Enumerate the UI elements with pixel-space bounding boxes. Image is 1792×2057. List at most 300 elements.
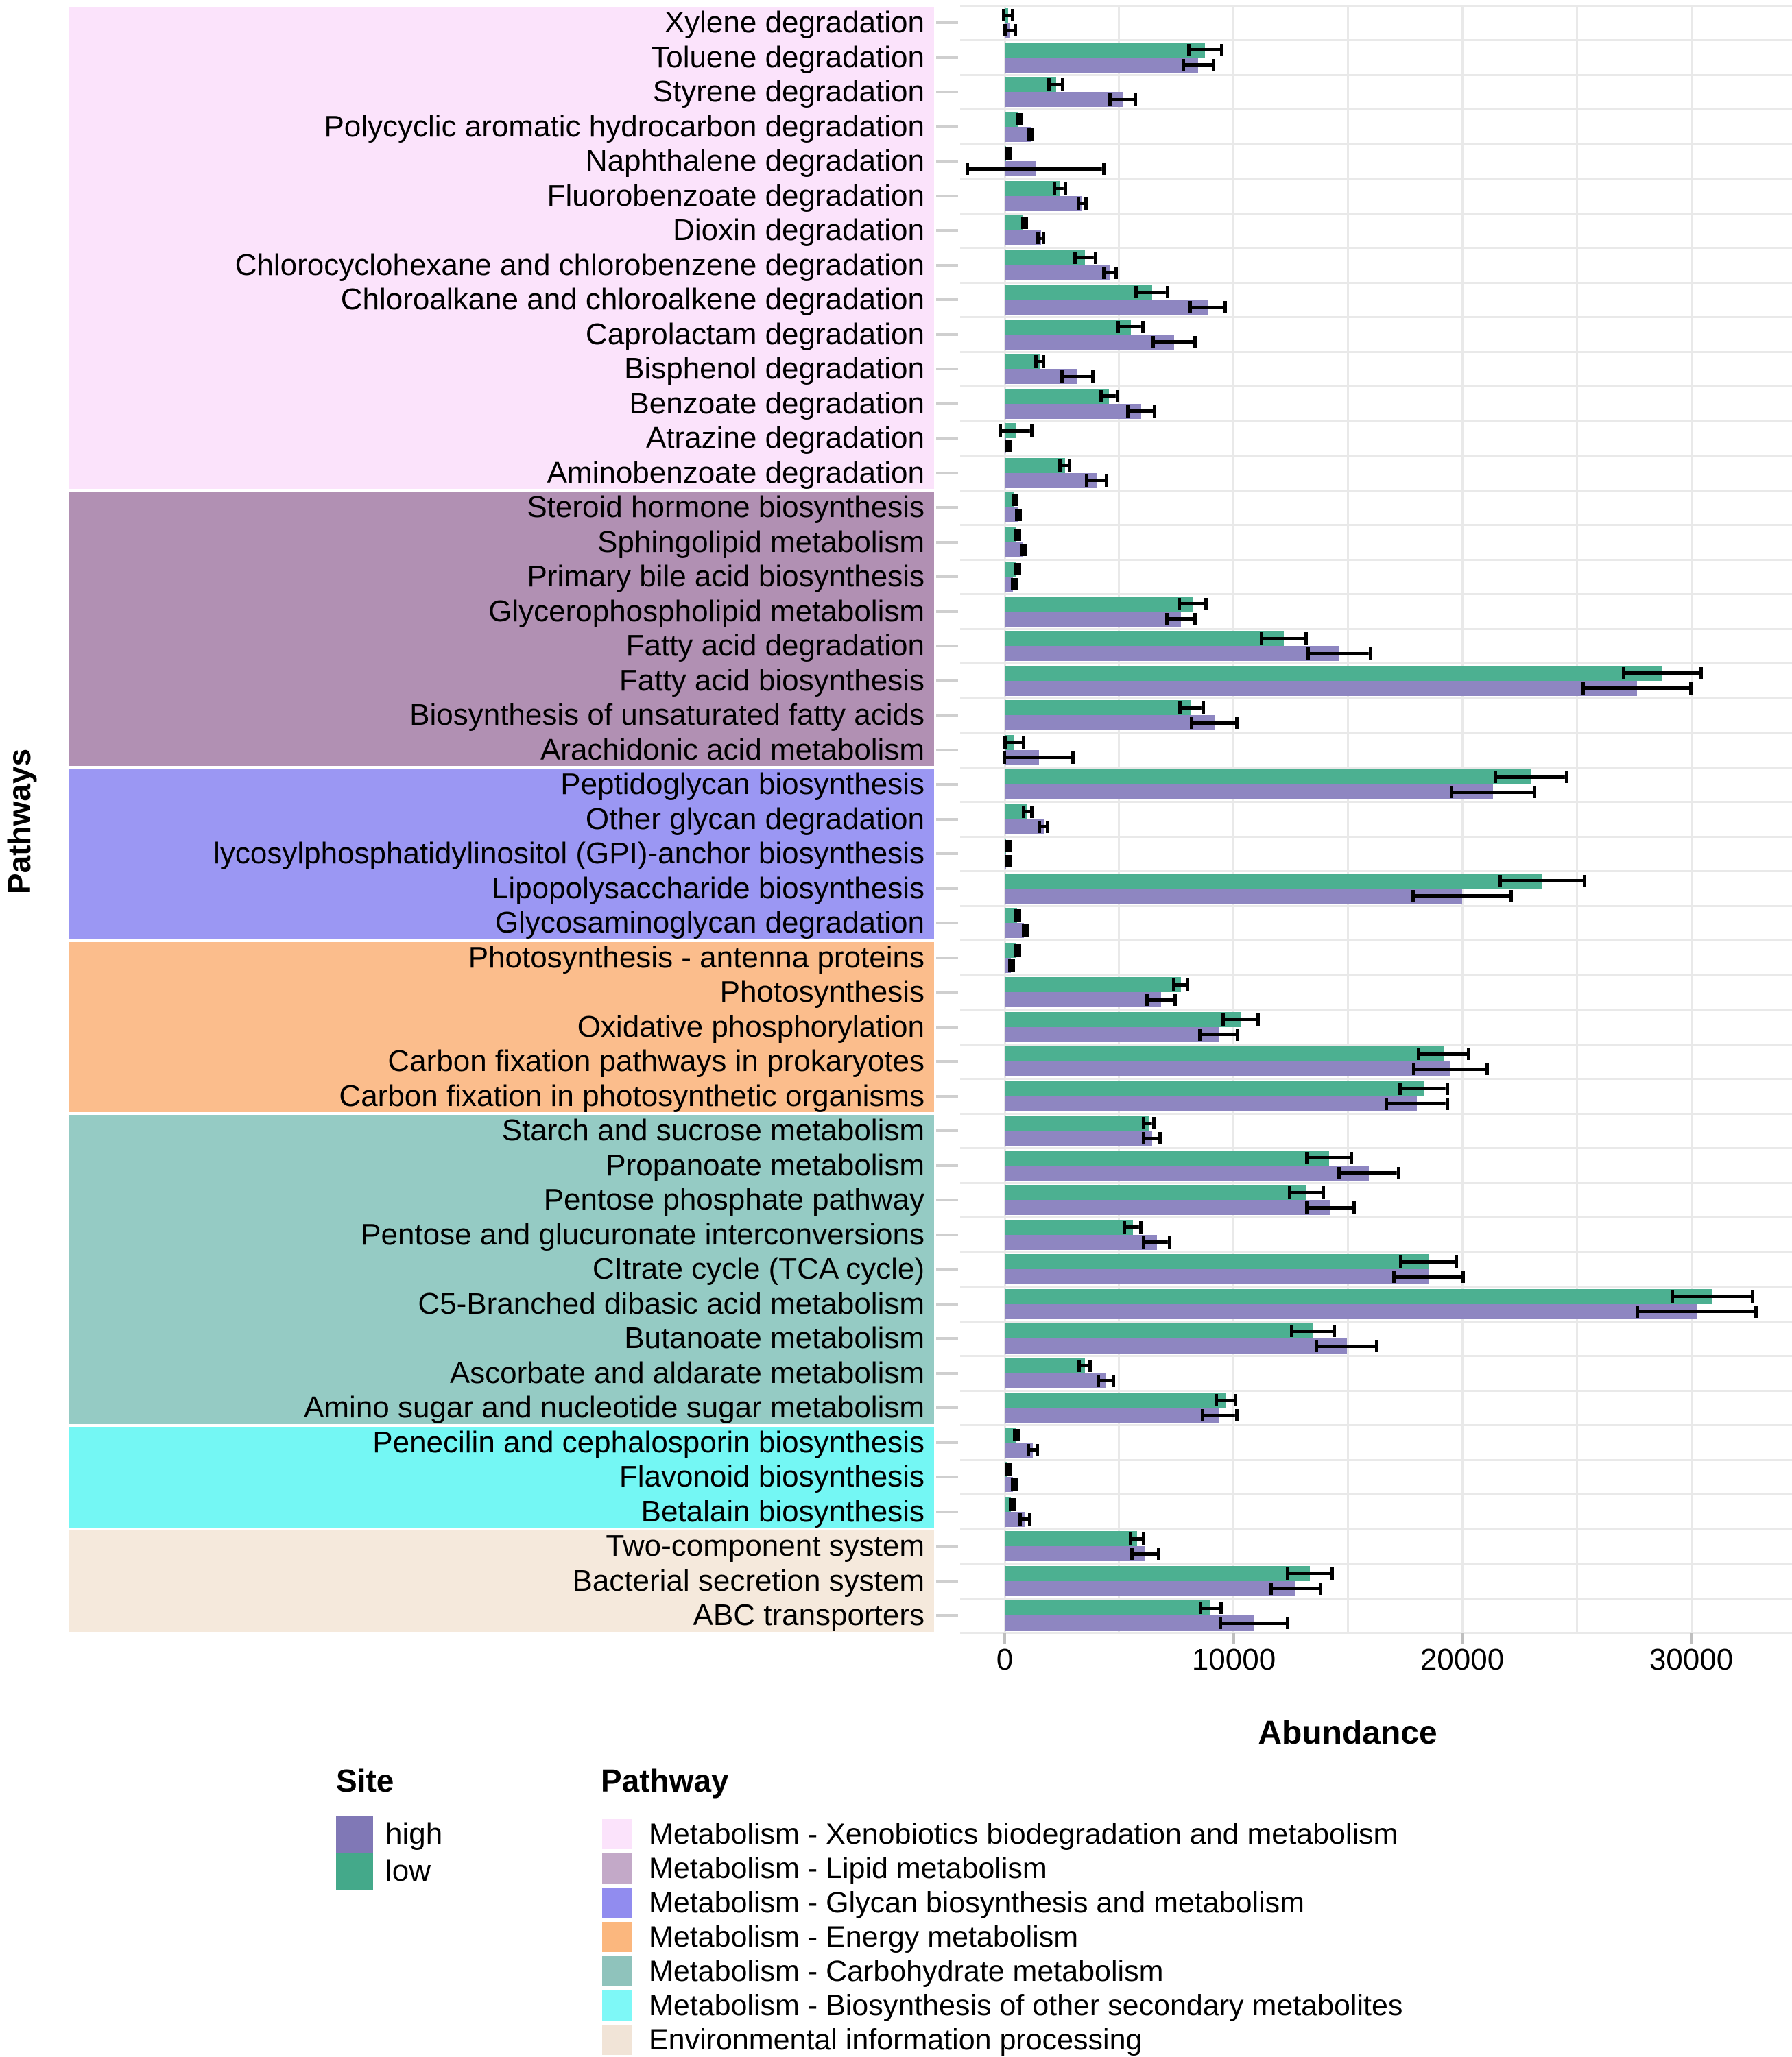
- bar-low: [1005, 700, 1191, 715]
- legend-swatch: [602, 1990, 632, 2021]
- site-legend: [336, 1816, 442, 1890]
- legend-item: [602, 1886, 1402, 1920]
- gridline-vertical: [1691, 5, 1693, 1633]
- y-axis-tick: [936, 21, 958, 24]
- error-bar-low: [1260, 632, 1308, 645]
- pathway-label: Styrene degradation: [652, 75, 924, 108]
- y-axis-tick: [936, 298, 958, 301]
- legend-swatch: [602, 1888, 632, 1918]
- gridline-horizontal: [960, 316, 1792, 318]
- bar-low: [1005, 181, 1060, 196]
- error-bar-high: [966, 163, 1106, 175]
- gridline-horizontal: [960, 905, 1792, 907]
- pathway-label: Benzoate degradation: [629, 386, 924, 420]
- bar-low: [1005, 597, 1193, 612]
- error-bar-high: [1060, 370, 1095, 383]
- error-bar-low: [1014, 529, 1021, 541]
- category-label-area: [69, 5, 934, 1633]
- y-axis-tick: [936, 1268, 958, 1271]
- gridline-horizontal: [960, 1113, 1792, 1115]
- bar-high: [1005, 646, 1339, 661]
- x-tick-label-30000: 30000: [1649, 1643, 1734, 1676]
- legend-swatch: [602, 2025, 632, 2055]
- error-bar-low: [1014, 909, 1021, 922]
- gridline-horizontal: [960, 593, 1792, 595]
- bar-low: [1005, 631, 1284, 646]
- legend-item-label: Metabolism - Xenobiotics biodegradation and metabolism: [649, 1817, 1398, 1851]
- x-axis-tick: [1232, 1633, 1235, 1644]
- y-axis-tick: [936, 1511, 958, 1513]
- error-bar-low: [1494, 771, 1568, 783]
- bar-high: [1005, 404, 1141, 419]
- legend-item: [602, 1920, 1402, 1954]
- gridline-horizontal: [960, 108, 1792, 110]
- pathway-label: Naphthalene degradation: [585, 144, 924, 178]
- y-axis-tick: [936, 1234, 958, 1236]
- bar-low: [1005, 1012, 1241, 1027]
- bar-high: [1005, 1581, 1295, 1596]
- bar-high: [1005, 1200, 1330, 1215]
- error-bar-high: [1201, 1409, 1239, 1421]
- gridline-horizontal: [960, 732, 1792, 734]
- pathway-label: Flavonoid biosynthesis: [619, 1460, 924, 1493]
- y-axis-tick: [936, 1095, 958, 1098]
- site-legend-title: Site: [336, 1763, 394, 1799]
- pathway-legend: [602, 1817, 1402, 2057]
- pathway-label: Betalain biosynthesis: [641, 1494, 924, 1528]
- error-bar-low: [1022, 806, 1034, 818]
- pathway-label: Glycosaminoglycan degradation: [494, 906, 924, 939]
- pathway-label: Peptidoglycan biosynthesis: [560, 767, 924, 801]
- error-bar-low: [1005, 840, 1012, 852]
- bar-high: [1005, 300, 1208, 315]
- gridline-horizontal: [960, 1528, 1792, 1530]
- bar-low: [1005, 1289, 1712, 1304]
- y-axis-tick: [936, 1580, 958, 1583]
- error-bar-high: [1411, 890, 1512, 902]
- gridline-horizontal: [960, 1147, 1792, 1149]
- bar-high: [1005, 265, 1110, 280]
- bar-high: [1005, 889, 1462, 904]
- bar-low: [1005, 1393, 1226, 1408]
- bar-high: [1005, 1061, 1450, 1076]
- x-axis-tick: [1690, 1633, 1693, 1644]
- bar-low: [1005, 769, 1531, 784]
- pathway-label: Xylene degradation: [664, 5, 924, 39]
- y-axis-tick: [936, 852, 958, 855]
- error-bar-high: [1005, 855, 1012, 867]
- bar-high: [1005, 335, 1174, 350]
- gridline-horizontal: [960, 939, 1792, 941]
- legend-item-label: low: [385, 1854, 431, 1888]
- bar-low: [1005, 1116, 1149, 1131]
- pathway-label: Carbon fixation pathways in prokaryotes: [387, 1044, 924, 1078]
- error-bar-high: [1190, 717, 1239, 729]
- pathway-label: Aminobenzoate degradation: [547, 455, 924, 490]
- error-bar-low: [1099, 390, 1119, 402]
- error-bar-high: [1392, 1271, 1466, 1283]
- x-axis-tick: [1003, 1633, 1006, 1644]
- error-bar-high: [1151, 336, 1197, 348]
- legend-item-label: Metabolism - Lipid metabolism: [649, 1851, 1047, 1885]
- gridline-horizontal: [960, 213, 1792, 215]
- error-bar-low: [1047, 78, 1064, 91]
- pathway-label: Carbon fixation in photosynthetic organisms: [339, 1079, 924, 1113]
- gridline-vertical: [1232, 5, 1234, 1633]
- error-bar-low: [1009, 1498, 1016, 1511]
- error-bar-low: [1014, 563, 1021, 575]
- gridline-horizontal: [960, 801, 1792, 803]
- legend-swatch: [602, 1922, 632, 1952]
- bar-high: [1005, 681, 1637, 696]
- gridline-horizontal: [960, 836, 1792, 838]
- gridline-horizontal: [960, 420, 1792, 422]
- pathway-label: Photosynthesis - antenna proteins: [468, 940, 924, 974]
- error-bar-low: [1003, 736, 1026, 749]
- legend-swatch: [336, 1816, 373, 1853]
- y-axis-tick: [936, 1060, 958, 1063]
- pathway-label: Sphingolipid metabolism: [597, 525, 924, 559]
- legend-item: [602, 1851, 1402, 1886]
- gridline-horizontal: [960, 767, 1792, 769]
- bar-high: [1005, 1269, 1429, 1284]
- pathway-label: Chlorocyclohexane and chlorobenzene degradation: [235, 248, 924, 282]
- error-bar-high: [1315, 1340, 1378, 1352]
- bar-low: [1005, 1566, 1310, 1581]
- bar-high: [1005, 1131, 1152, 1146]
- gridline-horizontal: [960, 1286, 1792, 1288]
- pathway-label: C5-Branched dibasic acid metabolism: [418, 1286, 924, 1321]
- gridline-vertical: [1461, 5, 1464, 1633]
- error-bar-low: [1498, 875, 1586, 887]
- gridline-horizontal: [960, 1459, 1792, 1461]
- y-axis-title: Pathways: [1, 748, 37, 895]
- error-bar-low: [1116, 321, 1145, 333]
- gridline-horizontal: [960, 1044, 1792, 1046]
- bar-low: [1005, 1600, 1210, 1615]
- gridline-horizontal: [960, 1321, 1792, 1323]
- bar-high: [1005, 1166, 1369, 1181]
- gridline-horizontal: [960, 178, 1792, 180]
- legend-item: [602, 1954, 1402, 1988]
- y-axis-tick: [936, 610, 958, 613]
- error-bar-high: [1038, 821, 1049, 833]
- error-bar-high: [1022, 924, 1029, 937]
- y-axis-tick: [936, 887, 958, 890]
- legend-item-label: Environmental information processing: [649, 2023, 1143, 2056]
- error-bar-high: [1018, 1513, 1031, 1526]
- y-axis-tick: [936, 957, 958, 959]
- gridline-horizontal: [960, 1424, 1792, 1426]
- pathway-label: Atrazine degradation: [645, 421, 924, 455]
- gridline-horizontal: [960, 1216, 1792, 1218]
- error-bar-high: [1306, 647, 1372, 660]
- y-axis-tick: [936, 1545, 958, 1548]
- error-bar-low: [1622, 667, 1703, 679]
- pathway-label: lycosylphosphatidylinositol (GPI)-anchor biosynthesis: [213, 837, 924, 870]
- bar-high: [1005, 1338, 1347, 1354]
- gridline-horizontal: [960, 1632, 1792, 1634]
- bar-high: [1005, 784, 1493, 799]
- error-bar-high: [1188, 301, 1227, 313]
- y-axis-tick: [936, 541, 958, 544]
- y-axis-tick: [936, 645, 958, 647]
- y-axis-tick: [936, 1164, 958, 1167]
- pathway-label: Dioxin degradation: [673, 213, 924, 247]
- error-bar-low: [1187, 44, 1223, 56]
- error-bar-low: [1002, 9, 1015, 21]
- error-bar-high: [1003, 24, 1017, 36]
- gridline-vertical: [1118, 5, 1120, 1633]
- pathway-label: Caprolactam degradation: [585, 317, 924, 351]
- error-bar-low: [1021, 217, 1028, 229]
- error-bar-low: [1288, 1186, 1326, 1199]
- bar-high: [1005, 92, 1123, 107]
- error-bar-high: [1077, 197, 1088, 210]
- pathway-label: ABC transporters: [693, 1598, 924, 1632]
- error-bar-high: [1003, 751, 1075, 764]
- gridline-horizontal: [960, 1563, 1792, 1565]
- gridline-horizontal: [960, 1355, 1792, 1357]
- error-bar-low: [1014, 944, 1021, 957]
- y-axis-tick: [936, 783, 958, 786]
- y-axis-tick: [936, 1406, 958, 1409]
- gridline-horizontal: [960, 1493, 1792, 1495]
- error-bar-high: [1165, 613, 1197, 625]
- legend-swatch: [336, 1853, 373, 1890]
- gridline-horizontal: [960, 1078, 1792, 1080]
- error-bar-high: [1337, 1167, 1400, 1179]
- y-axis-tick: [936, 714, 958, 717]
- pathway-label: Biosynthesis of unsaturated fatty acids: [409, 698, 924, 732]
- error-bar-low: [1077, 1360, 1092, 1372]
- error-bar-high: [1305, 1201, 1356, 1214]
- pathway-label: Oxidative phosphorylation: [577, 1009, 924, 1044]
- pathway-label: Pentose and glucuronate interconversions: [361, 1217, 924, 1251]
- error-bar-low: [1134, 286, 1169, 298]
- error-bar-high: [1198, 1028, 1239, 1041]
- gridline-horizontal: [960, 628, 1792, 630]
- error-bar-high: [1020, 544, 1027, 556]
- bar-high: [1005, 715, 1215, 730]
- gridline-horizontal: [960, 974, 1792, 976]
- error-bar-low: [1398, 1083, 1448, 1095]
- gridline-horizontal: [960, 559, 1792, 561]
- pathway-label: Lipopolysaccharide biosynthesis: [491, 871, 924, 905]
- pathway-label: Arachidonic acid metabolism: [540, 732, 924, 767]
- error-bar-low: [1123, 1221, 1143, 1234]
- error-bar-high: [1097, 1375, 1115, 1387]
- legend-swatch: [602, 1956, 632, 1986]
- y-axis-tick: [936, 264, 958, 267]
- gridline-horizontal: [960, 455, 1792, 457]
- legend-item-label: Metabolism - Carbohydrate metabolism: [649, 1954, 1164, 1988]
- plot-panel: [960, 5, 1792, 1633]
- error-bar-high: [1108, 93, 1137, 106]
- pathway-label: Polycyclic aromatic hydrocarbon degradation: [324, 109, 924, 143]
- y-axis-tick: [936, 1337, 958, 1340]
- pathway-label: Fluorobenzoate degradation: [547, 178, 924, 213]
- y-axis-tick: [936, 368, 958, 370]
- error-bar-high: [1219, 1617, 1289, 1629]
- error-bar-low: [1129, 1532, 1146, 1545]
- error-bar-low: [1005, 147, 1012, 160]
- bar-low: [1005, 1081, 1424, 1096]
- y-axis-tick: [936, 679, 958, 682]
- error-bar-high: [1269, 1583, 1322, 1595]
- y-axis-tick: [936, 333, 958, 336]
- gridline-horizontal: [960, 143, 1792, 145]
- y-axis-tick: [936, 506, 958, 509]
- legend-item-label: Metabolism - Biosynthesis of other secondary metabolites: [649, 1988, 1403, 2022]
- error-bar-low: [1286, 1567, 1334, 1580]
- error-bar-low: [1012, 494, 1018, 506]
- error-bar-high: [1581, 682, 1693, 695]
- gridline-horizontal: [960, 490, 1792, 492]
- gridline-horizontal: [960, 282, 1792, 284]
- pathway-legend-title: Pathway: [601, 1763, 729, 1799]
- gridline-horizontal: [960, 1009, 1792, 1011]
- gridline-vertical: [1347, 5, 1349, 1633]
- bar-low: [1005, 389, 1109, 404]
- legend-swatch: [602, 1819, 632, 1849]
- pathway-label: Starch and sucrose metabolism: [501, 1114, 924, 1147]
- gridline-horizontal: [960, 247, 1792, 249]
- gridline-horizontal: [960, 351, 1792, 353]
- bar-high: [1005, 1027, 1219, 1042]
- legend-item: [602, 2023, 1402, 2057]
- bar-high: [1005, 1096, 1417, 1111]
- y-axis-tick: [936, 91, 958, 93]
- y-axis-tick: [936, 749, 958, 751]
- pathway-label: Bisphenol degradation: [624, 352, 924, 385]
- y-axis-tick: [936, 1129, 958, 1132]
- bar-low: [1005, 285, 1152, 300]
- legend-item: [336, 1816, 442, 1853]
- bar-low: [1005, 666, 1662, 681]
- bar-high: [1005, 612, 1181, 627]
- pathway-label: Fatty acid biosynthesis: [619, 663, 924, 697]
- error-bar-low: [1199, 1602, 1223, 1614]
- pathway-label: Chloroalkane and chloroalkene degradation: [340, 282, 924, 316]
- bar-low: [1005, 458, 1065, 473]
- error-bar-high: [1005, 440, 1012, 452]
- pathway-label: Bacterial secretion system: [572, 1563, 924, 1598]
- error-bar-high: [1636, 1306, 1758, 1318]
- legend-swatch: [602, 1853, 632, 1884]
- bar-low: [1005, 1046, 1444, 1061]
- error-bar-high: [1102, 267, 1118, 279]
- x-tick-label-20000: 20000: [1420, 1643, 1505, 1676]
- y-axis-tick: [936, 1303, 958, 1306]
- bar-high: [1005, 1304, 1697, 1319]
- gridline-horizontal: [960, 697, 1792, 699]
- y-axis-tick: [936, 437, 958, 440]
- error-bar-high: [1182, 59, 1215, 71]
- y-axis-tick: [936, 56, 958, 59]
- error-bar-low: [1053, 182, 1067, 195]
- pathway-label: Ascorbate and aldarate metabolism: [449, 1356, 924, 1390]
- gridline-horizontal: [960, 74, 1792, 76]
- error-bar-low: [1178, 598, 1208, 610]
- error-bar-high: [1027, 1444, 1039, 1456]
- pathway-label: CItrate cycle (TCA cycle): [592, 1252, 924, 1286]
- bar-low: [1005, 1220, 1133, 1235]
- legend-item: [602, 1817, 1402, 1851]
- error-bar-low: [1016, 113, 1023, 125]
- gridline-horizontal: [960, 385, 1792, 387]
- bar-high: [1005, 196, 1082, 211]
- bar-low: [1005, 1254, 1429, 1269]
- legend-item-label: Metabolism - Glycan biosynthesis and metabolism: [649, 1886, 1304, 1919]
- gridline-horizontal: [960, 1598, 1792, 1600]
- y-axis-tick: [936, 1441, 958, 1444]
- bar-high: [1005, 473, 1097, 488]
- x-tick-label-10000: 10000: [1191, 1643, 1276, 1676]
- y-axis-tick: [936, 125, 958, 128]
- y-axis-tick: [936, 1026, 958, 1028]
- gridline-horizontal: [960, 1251, 1792, 1253]
- bar-high: [1005, 1615, 1254, 1631]
- pathway-label: Penecilin and cephalosporin biosynthesis: [372, 1425, 924, 1459]
- bar-high: [1005, 230, 1041, 245]
- error-bar-low: [1005, 1463, 1012, 1476]
- gridline-horizontal: [960, 5, 1792, 7]
- error-bar-low: [1221, 1013, 1260, 1026]
- y-axis-tick: [936, 1614, 958, 1617]
- gridline-horizontal: [960, 1182, 1792, 1184]
- pathway-label: Two-component system: [606, 1529, 924, 1563]
- y-axis-tick: [936, 818, 958, 821]
- pathway-label: Fatty acid degradation: [625, 629, 924, 662]
- x-tick-label-0: 0: [996, 1643, 1014, 1676]
- bar-low: [1005, 1358, 1085, 1373]
- error-bar-low: [1142, 1117, 1155, 1129]
- pathway-label: Propanoate metabolism: [606, 1148, 924, 1182]
- error-bar-low: [1172, 978, 1189, 991]
- error-bar-low: [1058, 459, 1071, 472]
- error-bar-low: [999, 424, 1034, 437]
- error-bar-high: [1130, 1548, 1160, 1560]
- bar-high: [1005, 1546, 1145, 1561]
- error-bar-low: [1417, 1048, 1470, 1060]
- y-axis-tick: [936, 991, 958, 994]
- bar-low: [1005, 43, 1205, 58]
- error-bar-high: [1142, 1236, 1171, 1249]
- bar-high: [1005, 1373, 1106, 1388]
- bar-low: [1005, 1531, 1137, 1546]
- legend-item-label: high: [385, 1817, 443, 1851]
- pathway-label: Photosynthesis: [719, 975, 924, 1009]
- error-bar-high: [1385, 1098, 1448, 1110]
- x-axis-tick: [1461, 1633, 1464, 1644]
- error-bar-high: [1011, 1478, 1018, 1491]
- y-axis-tick: [936, 229, 958, 232]
- pathway-label: Pentose phosphate pathway: [543, 1183, 924, 1216]
- error-bar-high: [1450, 786, 1536, 798]
- bar-low: [1005, 1323, 1313, 1338]
- bar-high: [1005, 1235, 1157, 1250]
- pathway-label: Primary bile acid biosynthesis: [527, 560, 924, 593]
- error-bar-high: [1085, 474, 1108, 487]
- y-axis-tick: [936, 472, 958, 474]
- pathway-label: Glycerophospholipid metabolism: [488, 594, 924, 628]
- error-bar-low: [1399, 1255, 1459, 1268]
- error-bar-high: [1008, 959, 1015, 972]
- pathway-label: Other glycan degradation: [585, 802, 924, 836]
- error-bar-low: [1305, 1152, 1353, 1164]
- gridline-vertical: [1576, 5, 1578, 1633]
